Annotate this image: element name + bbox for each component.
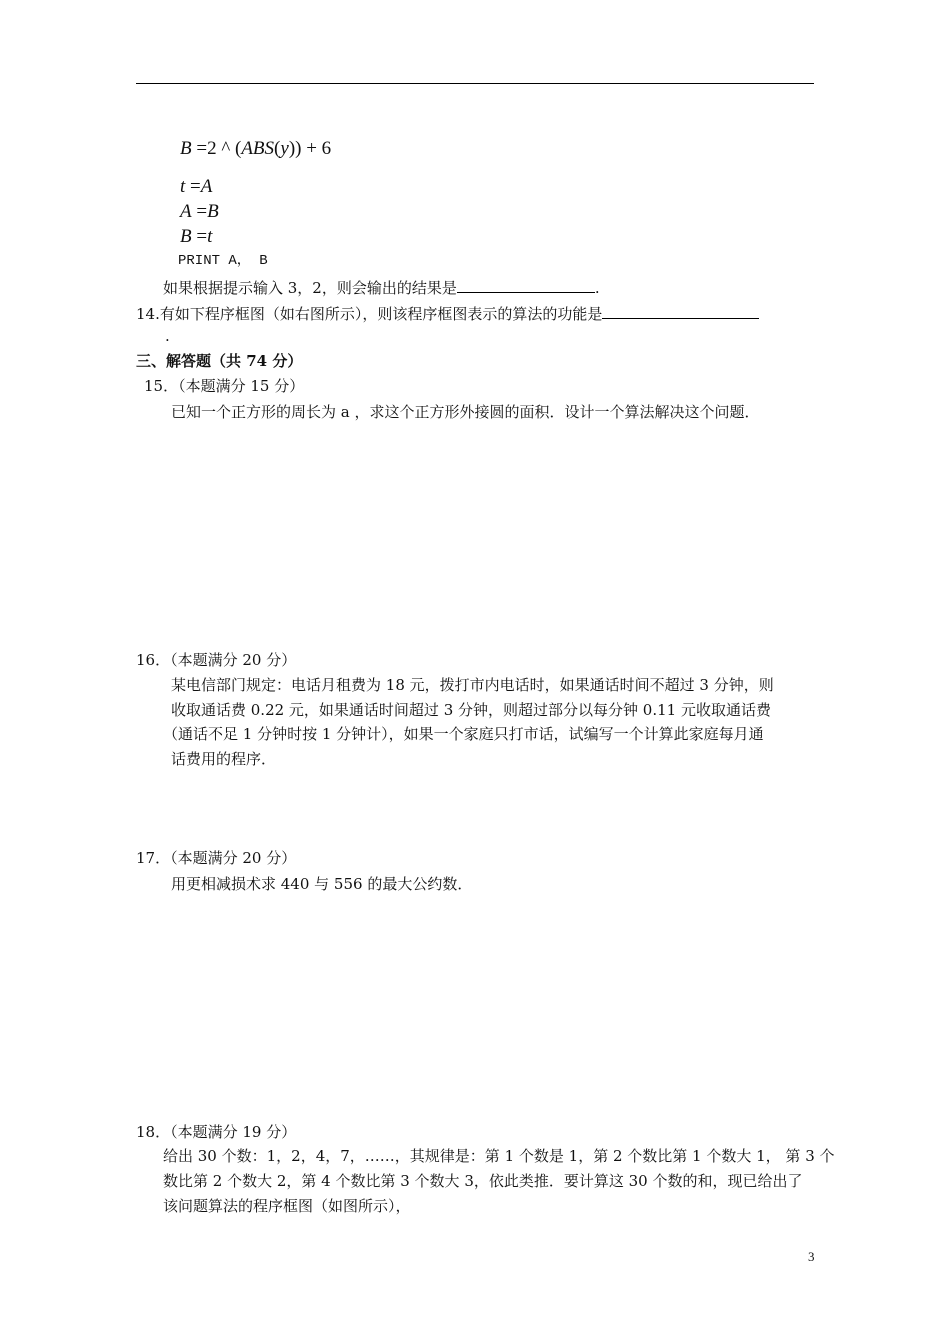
code-line-t-assign: t =A [180,176,213,197]
code-line-print: PRINT A， B [178,253,268,269]
section-title: 三、解答题（共 74 分） [136,352,303,370]
q13-output-question: 如果根据提示输入 3，2，则会输出的结果是 . [163,279,600,297]
q17-text: 用更相减损术求 440 与 556 的最大公约数． [171,875,473,893]
page-number: 3 [808,1249,815,1264]
code-line-b-assign: B =2 ^ (ABS(y)) + 6 [180,138,332,159]
answer-blank [457,278,595,293]
code-line-a-assign: A =B [180,201,219,222]
q18-line: 该问题算法的程序框图（如图所示）， [163,1197,411,1215]
q15-text: 已知一个正方形的周长为 a ，求这个正方形外接圆的面积．设计一个算法解决这个问题． [171,403,760,421]
q18-line: 数比第 2 个数大 2，第 4 个数比第 3 个数大 3，依此类推．要计算这 30 个数的和，现已给出了 [163,1172,803,1190]
q15-header: 15．（本题满分 15 分） [144,377,305,395]
q18-line: 给出 30 个数：1，2，4，7，……，其规律是：第 1 个数是 1，第 2 个数比第 1 个数大 1， 第 3 个 [163,1147,835,1165]
q14-period: . [165,327,170,345]
q16-line: （通话不足 1 分钟时按 1 分钟计），如果一个家庭只打市话，试编写一个计算此家庭每月通 [163,725,764,743]
answer-blank [602,304,759,319]
q17-header: 17．（本题满分 20 分） [136,849,297,867]
q16-line: 某电信部门规定：电话月租费为 18 元，拨打市内电话时，如果通话时间不超过 3 分钟，则 [171,676,774,694]
q14-question: 14.有如下程序框图（如右图所示），则该程序框图表示的算法的功能是 [136,304,759,322]
q16-line: 收取通话费 0.22 元，如果通话时间超过 3 分钟，则超过部分以每分钟 0.11 元收取通话费 [171,701,771,719]
q16-line: 话费用的程序． [171,750,277,768]
header-rule [136,83,814,84]
code-line-b-swap: B =t [180,226,213,247]
q18-header: 18．（本题满分 19 分） [136,1123,297,1141]
q16-header: 16．（本题满分 20 分） [136,651,297,669]
